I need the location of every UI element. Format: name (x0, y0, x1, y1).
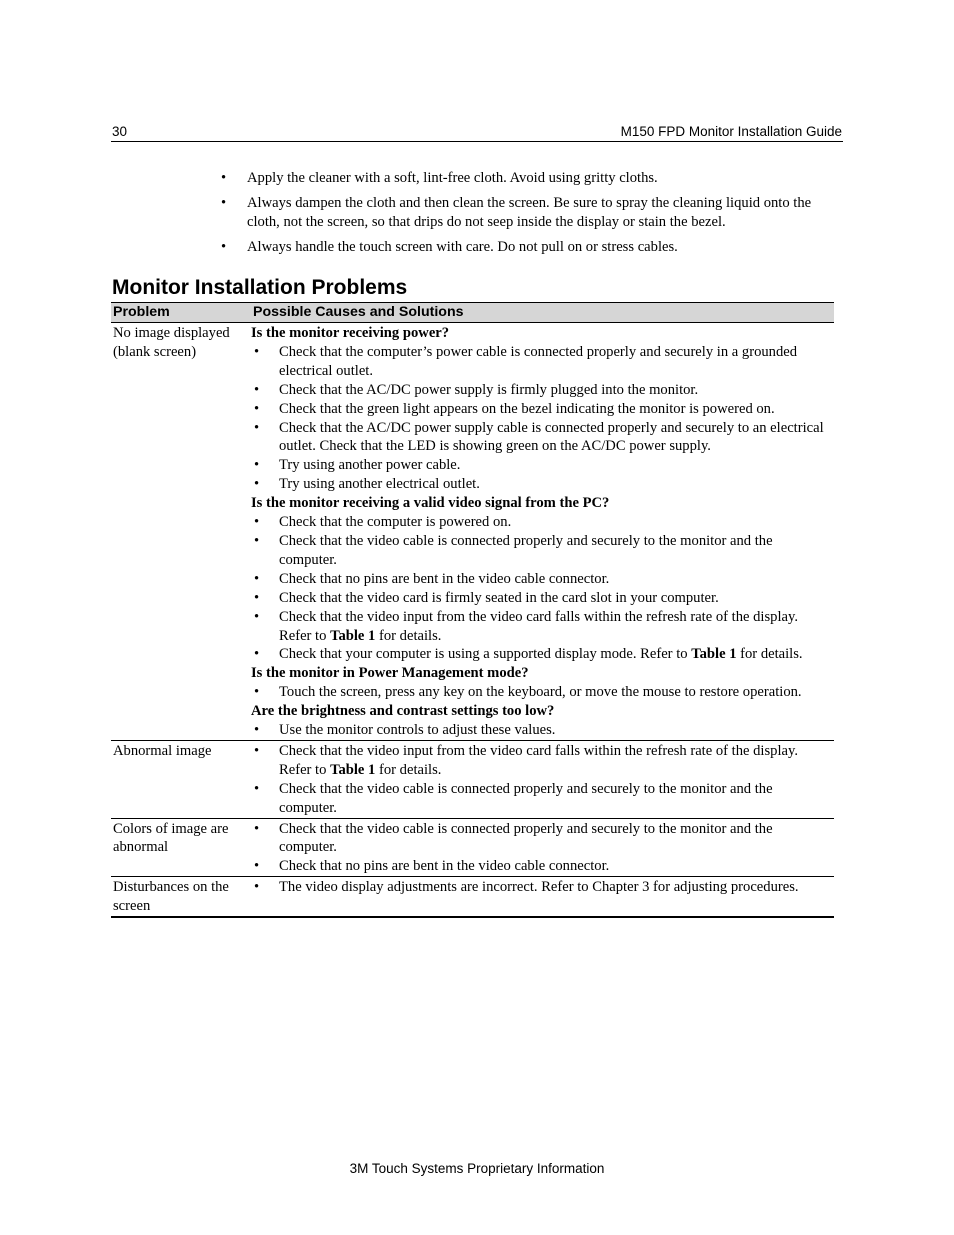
solution-item (251, 645, 834, 664)
bullet-text: Apply the cleaner with a soft, lint-free cloth. Avoid using gritty cloths. (247, 170, 658, 186)
solution-item (251, 683, 834, 702)
problems-table (111, 302, 834, 918)
table-reference: Table 1 (330, 627, 376, 644)
solution-item (251, 456, 834, 475)
solution-text-end: for details. (375, 761, 442, 778)
bullet-icon: • (254, 400, 260, 417)
table-row (111, 819, 834, 878)
bullet-icon: • (254, 858, 260, 875)
solution-item (251, 721, 834, 740)
bullet-item (221, 194, 835, 232)
bullet-icon: • (221, 170, 227, 186)
solution-text: Use the monitor controls to adjust these values. (279, 722, 556, 739)
solution-text: Check that the video card is firmly seated in the card slot in your computer. (279, 589, 719, 606)
solutions-cell (251, 323, 834, 740)
bullet-text: Always dampen the cloth and then clean the screen. Be sure to spray the cleaning liquid onto the cloth, not the screen, so that drips do not seep inside the display or stain the bezel. (247, 195, 812, 230)
solution-text: Check that the video cable is connected properly and securely to the monitor and the computer. (279, 532, 773, 568)
table-row (111, 741, 834, 819)
solution-item (251, 419, 834, 457)
solution-item (251, 570, 834, 589)
solution-text: Check that the computer is powered on. (279, 514, 512, 531)
solution-item (251, 857, 834, 876)
solution-item (251, 513, 834, 532)
solution-text: Check that no pins are bent in the video cable connector. (279, 570, 610, 587)
cleaning-bullets (221, 169, 835, 263)
solution-text: Try using another power cable. (279, 457, 461, 474)
solution-text: Check that the video cable is connected properly and securely to the monitor and the computer. (279, 820, 773, 856)
bullet-icon: • (254, 608, 260, 625)
problem-cell: Colors of image are abnormal (113, 820, 229, 856)
solution-text: Touch the screen, press any key on the keyboard, or move the mouse to restore operation. (279, 684, 802, 701)
solution-text (279, 609, 798, 644)
solution-text: Check that the video cable is connected properly and securely to the monitor and the computer. (279, 780, 773, 816)
solution-item (251, 608, 834, 646)
bullet-icon: • (221, 195, 227, 211)
solution-item (251, 343, 834, 381)
solution-text: Check that the AC/DC power supply is firmly plugged into the monitor. (279, 381, 699, 398)
solution-text-start: Check that your computer is using a supported display mode. Refer to (279, 646, 692, 663)
document-title: M150 FPD Monitor Installation Guide (620, 124, 842, 139)
bullet-icon: • (254, 722, 260, 739)
solution-item (251, 400, 834, 419)
bullet-icon: • (254, 476, 260, 493)
cause-question: Are the brightness and contrast settings too low? (251, 703, 555, 720)
bullet-icon: • (254, 457, 260, 474)
cause-question: Is the monitor receiving power? (251, 325, 450, 341)
page-footer: 3M Touch Systems Proprietary Information (349, 1161, 605, 1176)
column-header-problem: Problem (113, 304, 170, 320)
solutions-cell (251, 819, 834, 877)
problem-cell: No image displayed (blank screen) (113, 325, 230, 360)
solution-text-end: for details. (736, 646, 803, 663)
solution-text-start: Check that the video input from the video card falls within the refresh rate of the display. Refer to (279, 608, 798, 644)
table-reference: Table 1 (691, 646, 737, 663)
problem-cell: Disturbances on the screen (113, 879, 229, 915)
solution-item (251, 381, 834, 400)
page-header (111, 123, 843, 142)
bullet-icon: • (221, 239, 227, 255)
solution-text (279, 743, 798, 778)
cause-question: Is the monitor receiving a valid video signal from the PC? (251, 495, 610, 512)
bullet-icon: • (254, 514, 260, 531)
bullet-icon: • (254, 646, 260, 663)
bullet-icon: • (254, 589, 260, 606)
table-header (111, 302, 834, 323)
bullet-icon: • (254, 343, 260, 360)
bullet-icon: • (254, 532, 260, 549)
bullet-item (221, 169, 835, 188)
bullet-icon: • (254, 419, 260, 436)
solution-item (251, 475, 834, 494)
solution-text-start: Check that the video input from the video card falls within the refresh rate of the display. Refer to (279, 742, 798, 778)
solution-text: Try using another electrical outlet. (279, 476, 480, 493)
solutions-cell (251, 741, 834, 818)
section-title: Monitor Installation Problems (112, 276, 408, 299)
solution-item (251, 532, 834, 570)
solutions-cell (251, 877, 834, 916)
solution-text (279, 646, 803, 662)
bullet-icon: • (254, 742, 260, 759)
bullet-text: Always handle the touch screen with care. Do not pull on or stress cables. (247, 239, 678, 255)
table-row (111, 323, 834, 741)
solution-text-end: for details. (375, 627, 442, 644)
bullet-icon: • (254, 780, 260, 797)
bullet-icon: • (254, 381, 260, 398)
solution-item (251, 820, 834, 858)
solution-item (251, 780, 834, 818)
table-row (111, 877, 834, 918)
table-reference: Table 1 (330, 761, 376, 778)
solution-item (251, 878, 834, 897)
table-body (111, 323, 834, 918)
solution-text: Check that the green light appears on the bezel indicating the monitor is powered on. (279, 400, 775, 417)
page-number: 30 (112, 124, 128, 139)
solution-text: Check that the computer’s power cable is connected properly and securely in a grounded electrical outlet. (279, 343, 798, 379)
solution-text: Check that no pins are bent in the video cable connector. (279, 858, 610, 875)
problem-cell: Abnormal image (113, 742, 212, 759)
bullet-icon: • (254, 820, 260, 837)
solution-item (251, 589, 834, 608)
bullet-item (221, 238, 835, 257)
solution-item (251, 742, 834, 780)
bullet-icon: • (254, 684, 260, 701)
solution-text: The video display adjustments are incorrect. Refer to Chapter 3 for adjusting procedures. (279, 879, 799, 896)
bullet-icon: • (254, 570, 260, 587)
column-header-solutions: Possible Causes and Solutions (253, 304, 464, 320)
bullet-icon: • (254, 879, 260, 896)
solution-text: Check that the AC/DC power supply cable is connected properly and securely to an electrical outlet. Check that the LED is showing green on the AC/DC power supply. (279, 419, 824, 455)
cause-question: Is the monitor in Power Management mode? (251, 665, 529, 682)
